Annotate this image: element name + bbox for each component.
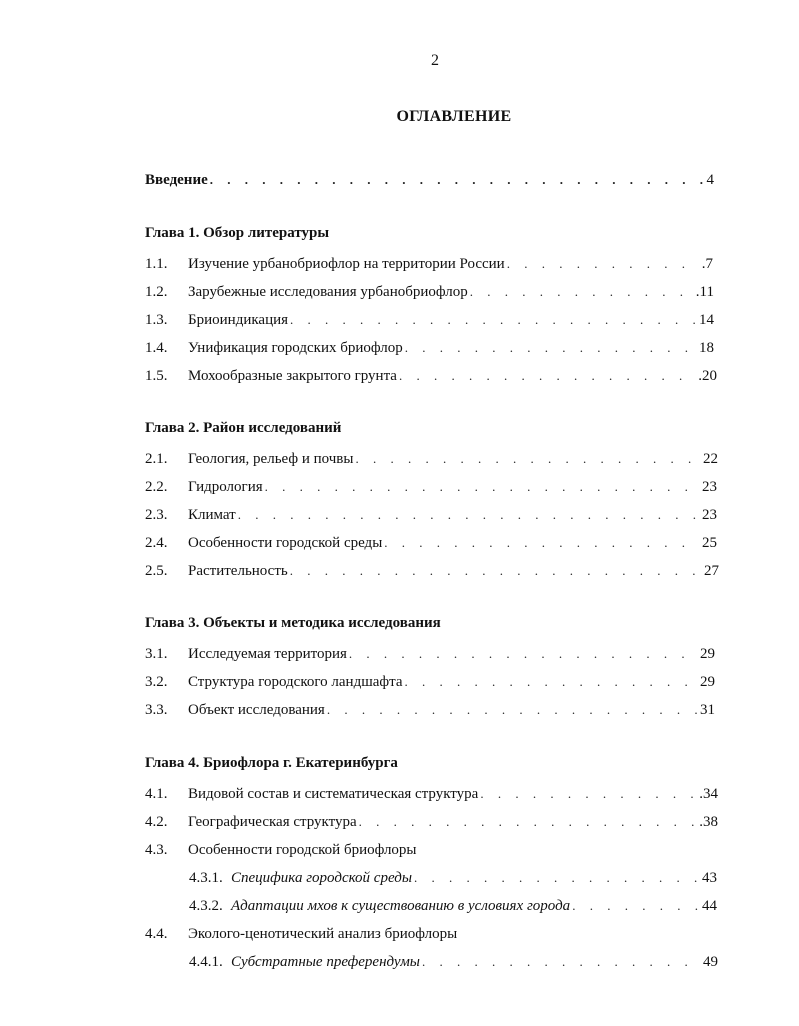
toc-entry-number: 1.2.: [145, 284, 168, 300]
leader-dots: [470, 283, 694, 301]
leader-dots: [572, 897, 700, 915]
toc-entry-page: 29: [700, 646, 715, 662]
leader-dots: [480, 785, 697, 803]
chapter-heading-4: Глава 4. Бриофлора г. Екатеринбурга: [145, 755, 398, 771]
toc-entry-label: Адаптации мхов к существованию в условиях города: [231, 898, 571, 914]
toc-entry-page: 43: [702, 870, 717, 886]
toc-entry[interactable]: [145, 339, 714, 357]
toc-title: ОГЛАВЛЕНИЕ: [396, 108, 512, 125]
toc-entry-page: 14: [699, 312, 714, 328]
toc-entry-label: Геология, рельеф и почвы: [188, 451, 354, 467]
toc-entry-page: 31: [700, 702, 715, 718]
toc-entry-label: Введение: [145, 172, 208, 188]
chapter-heading-2: Глава 2. Район исследований: [145, 420, 342, 436]
toc-entry-number: 3.1.: [145, 646, 168, 662]
toc-entry-number: 4.3.: [145, 842, 168, 858]
toc-entry-label: Бриоиндикация: [188, 312, 289, 328]
toc-entry[interactable]: [145, 645, 715, 663]
toc-entry-label: Унификация городских бриофлор: [188, 340, 403, 356]
leader-dots: [359, 813, 698, 831]
toc-entry-number: 2.5.: [145, 563, 168, 579]
toc-entry-page: 25: [702, 535, 717, 551]
toc-entry-page: 18: [699, 340, 714, 356]
toc-entry-label: Гидрология: [188, 479, 263, 495]
toc-entry-label: Видовой состав и систематическая структура: [188, 786, 479, 802]
toc-entry-number: 1.4.: [145, 340, 168, 356]
toc-entry[interactable]: [145, 925, 457, 943]
toc-entry[interactable]: [145, 841, 417, 859]
toc-entry-label: Особенности городской бриофлоры: [188, 842, 417, 858]
toc-entry-label: Мохообразные закрытого грунта: [188, 368, 397, 384]
toc-entry-label: Изучение урбанобриофлор на территории России: [188, 256, 505, 272]
toc-entry-page: 44: [702, 898, 717, 914]
toc-entry[interactable]: [189, 897, 717, 915]
toc-entry[interactable]: [145, 534, 717, 552]
toc-entry-label: Специфика городской среды: [231, 870, 412, 886]
toc-entry[interactable]: [145, 478, 717, 496]
leader-dots: [405, 673, 698, 691]
toc-entry-number: 1.3.: [145, 312, 168, 328]
leader-dots: [405, 339, 697, 357]
toc-entry-label: Особенности городской среды: [188, 535, 383, 551]
toc-entry[interactable]: [145, 562, 719, 580]
leader-dots: [265, 478, 700, 496]
toc-entry-label: Зарубежные исследования урбанобриофлор: [188, 284, 468, 300]
leader-dots: [238, 506, 700, 524]
toc-entry-number: 1.1.: [145, 256, 168, 272]
toc-entry-number: 4.2.: [145, 814, 168, 830]
toc-entry-number: 4.3.1.: [189, 870, 223, 886]
toc-entry-label: Географическая структура: [188, 814, 357, 830]
leader-dots: [355, 450, 701, 468]
toc-entry-page: .7: [701, 256, 713, 272]
toc-entry[interactable]: [145, 283, 714, 301]
toc-entry-introduction[interactable]: [145, 171, 714, 189]
toc-entry-label: Растительность: [188, 563, 288, 579]
toc-entry-page: 22: [703, 451, 718, 467]
leader-dots: [384, 534, 700, 552]
toc-entry-page: 4: [706, 172, 714, 188]
leader-dots: [290, 311, 697, 329]
toc-entry[interactable]: [145, 506, 717, 524]
leader-dots: [349, 645, 698, 663]
toc-entry-label: Объект исследования: [188, 702, 325, 718]
leader-dots: [290, 562, 702, 580]
toc-entry-number: 2.3.: [145, 507, 168, 523]
toc-entry-label: Структура городского ландшафта: [188, 674, 403, 690]
toc-entry-label: Эколого-ценотический анализ бриофлоры: [188, 926, 458, 942]
toc-entry[interactable]: [145, 701, 715, 719]
toc-entry-number: 4.4.: [145, 926, 168, 942]
toc-entry[interactable]: [145, 813, 718, 831]
toc-entry-page: .20: [698, 368, 717, 384]
toc-entry[interactable]: [145, 367, 717, 385]
toc-entry-number: 2.4.: [145, 535, 168, 551]
toc-entry-number: 3.3.: [145, 702, 168, 718]
leader-dots: [327, 701, 698, 719]
leader-dots: [399, 367, 696, 385]
toc-entry-label: Климат: [188, 507, 236, 523]
leader-dots: [414, 869, 700, 887]
toc-entry[interactable]: [145, 311, 714, 329]
toc-entry-page: .38: [699, 814, 718, 830]
toc-entry-number: 3.2.: [145, 674, 168, 690]
toc-entry[interactable]: [145, 785, 718, 803]
toc-entry[interactable]: [189, 869, 717, 887]
toc-entry-page: .34: [699, 786, 718, 802]
toc-entry-page: 29: [700, 674, 715, 690]
chapter-heading-3: Глава 3. Объекты и методика исследования: [145, 615, 441, 631]
toc-entry[interactable]: [145, 673, 715, 691]
toc-entry-number: 2.2.: [145, 479, 168, 495]
page-number: 2: [431, 52, 439, 69]
toc-entry-page: 27: [704, 563, 719, 579]
toc-entry-number: 4.3.2.: [189, 898, 223, 914]
chapter-heading-1: Глава 1. Обзор литературы: [145, 225, 330, 241]
toc-entry-label: Исследуемая территория: [188, 646, 347, 662]
leader-dots: [210, 171, 705, 189]
toc-entry-page: 49: [703, 954, 718, 970]
toc-entry[interactable]: [145, 450, 718, 468]
toc-entry-number: 1.5.: [145, 368, 168, 384]
toc-entry-number: 4.1.: [145, 786, 168, 802]
leader-dots: [422, 953, 701, 971]
toc-entry-page: .11: [695, 284, 714, 300]
toc-entry-page: 23: [702, 479, 717, 495]
toc-entry-label: Субстратные преферендумы: [231, 954, 420, 970]
toc-entry-number: 4.4.1.: [189, 954, 223, 970]
leader-dots: [507, 255, 700, 273]
toc-entry[interactable]: [189, 953, 718, 971]
toc-entry-page: 23: [702, 507, 717, 523]
toc-entry-number: 2.1.: [145, 451, 168, 467]
toc-entry[interactable]: [145, 255, 713, 273]
